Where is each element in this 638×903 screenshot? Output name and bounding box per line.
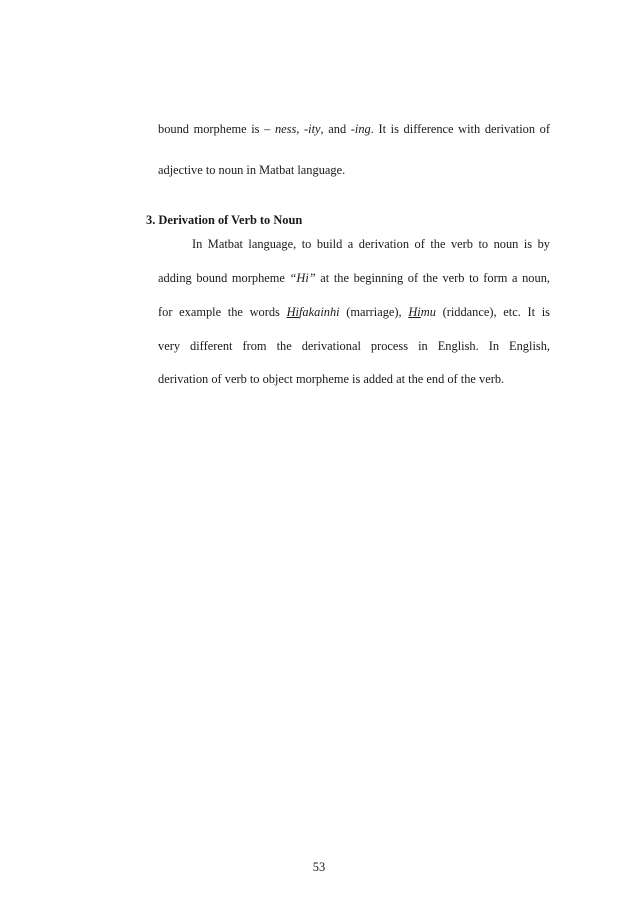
text-span: (marriage), [339, 305, 409, 319]
section-title: Derivation of Verb to Noun [158, 213, 303, 227]
word-himu [408, 305, 436, 319]
text-span: , and [320, 122, 351, 136]
paragraph-1-line-2: adjective to noun in Matbat language. [158, 163, 346, 177]
text-span: for example the words [158, 305, 287, 319]
word-stem: mu [420, 305, 436, 319]
word-hifakainhi [287, 305, 340, 319]
suffix-ness: ness [274, 122, 297, 136]
paragraph-2-line-4: very different from the derivational process in English. In English, [158, 339, 550, 353]
paragraph-2-line-1: In Matbat language, to build a derivation of the verb to noun is by [192, 237, 550, 251]
paragraph-2-line-3 [158, 304, 550, 320]
paragraph-1-line-1 [158, 121, 550, 137]
word-stem: fakainhi [298, 305, 340, 319]
text-span: bound morpheme is – [158, 122, 275, 136]
text-span: adding bound morpheme [158, 271, 290, 285]
text-span: at the beginning of the verb to form a noun, [315, 271, 550, 285]
morpheme-term: “Hi” [289, 271, 316, 285]
paragraph-2-line-5: derivation of verb to object morpheme is added at the end of the verb. [158, 372, 505, 386]
prefix-hi: Hi [286, 305, 299, 319]
text-span: , [296, 122, 305, 136]
paragraph-2-line-2 [158, 270, 550, 286]
text-span: (riddance), etc. It is [435, 305, 551, 319]
text-span: . It is difference with derivation of [370, 122, 551, 136]
prefix-hi: Hi [408, 305, 421, 319]
section-number: 3. [146, 213, 156, 227]
page-number: 53 [312, 860, 326, 874]
suffix-ing: -ing [350, 122, 371, 136]
suffix-ity: -ity [304, 122, 321, 136]
section-heading [146, 212, 302, 228]
